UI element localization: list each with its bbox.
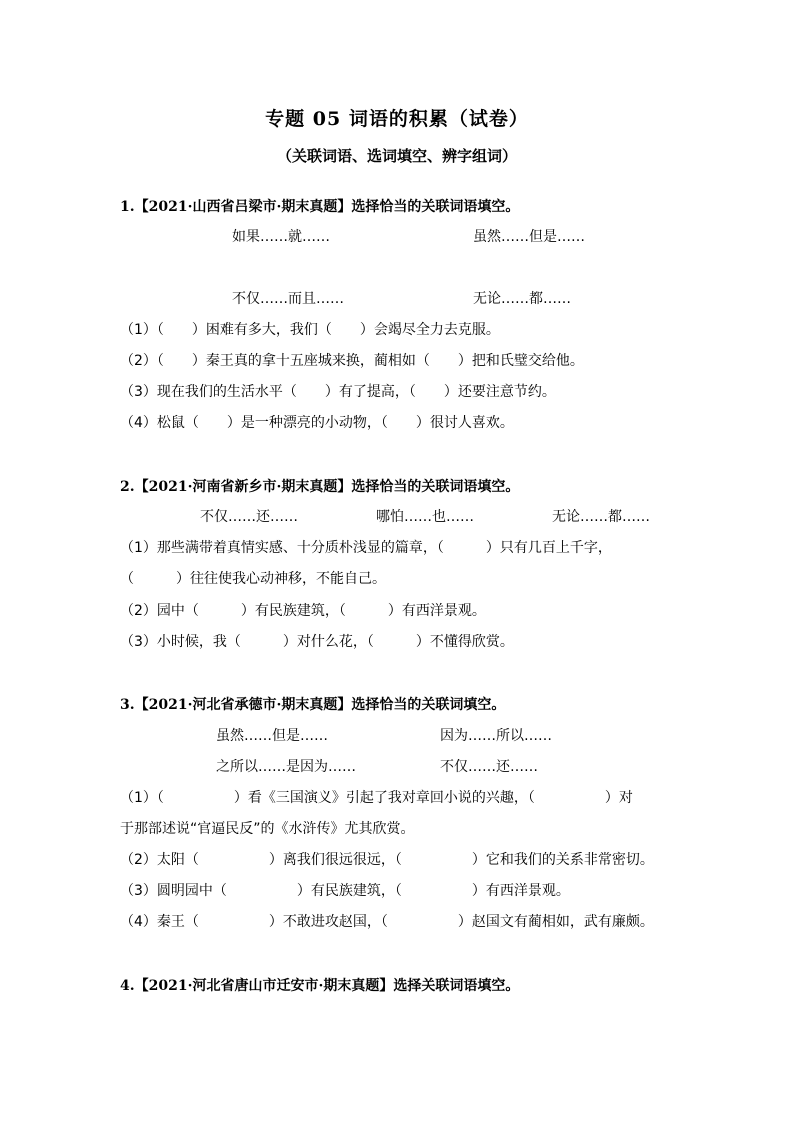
q3-item: 于那部述说“官逼民反”的《水浒传》尤其欣赏。	[120, 821, 415, 837]
q3-option: 虽然……但是……	[216, 728, 328, 744]
question-4-heading: 4.【2021·河北省唐山市迁安市·期末真题】选择关联词语填空。	[120, 978, 520, 994]
q2-option: 无论……都……	[552, 509, 650, 525]
q1-item: （3）现在我们的生活水平（ ）有了提高，（ ）还要注意节约。	[120, 384, 556, 400]
q1-option: 虽然……但是……	[473, 229, 585, 245]
q1-item: （1）（ ）困难有多大，我们（ ）会竭尽全力去克服。	[120, 322, 500, 338]
q2-item: （2）园中（ ）有民族建筑，（ ）有西洋景观。	[120, 603, 486, 619]
q1-item: （2）（ ）秦王真的拿十五座城来换，蔺相如（ ）把和氏璧交给他。	[120, 353, 584, 369]
q3-item: （2）太阳（ ）离我们很远很远，（ ）它和我们的关系非常密切。	[120, 852, 654, 868]
q2-option: 哪怕……也……	[376, 509, 474, 525]
question-2-heading: 2.【2021·河南省新乡市·期末真题】选择恰当的关联词语填空。	[120, 479, 520, 495]
q2-item: （1）那些满带着真情实感、十分质朴浅显的篇章，（ ）只有几百上千字，	[120, 540, 612, 556]
q2-option: 不仅……还……	[200, 509, 298, 525]
q3-item: （4）秦王（ ）不敢进攻赵国，（ ）赵国文有蔺相如，武有廉颇。	[120, 914, 654, 930]
q1-option: 如果……就……	[232, 229, 330, 245]
q3-option: 因为……所以……	[440, 728, 552, 744]
question-1-heading: 1.【2021·山西省吕梁市·期末真题】选择恰当的关联词语填空。	[120, 199, 520, 215]
q2-item: （ ）往往使我心动神移，不能自己。	[120, 571, 386, 587]
q3-option: 之所以……是因为……	[216, 759, 356, 775]
q1-item: （4）松鼠（ ）是一种漂亮的小动物，（ ）很讨人喜欢。	[120, 415, 514, 431]
q2-item: （3）小时候，我（ ）对什么花，（ ）不懂得欣赏。	[120, 634, 514, 650]
q1-option: 无论……都……	[473, 291, 571, 307]
q3-item: （1）（ ）看《三国演义》引起了我对章回小说的兴趣，（ ）对	[120, 790, 633, 806]
q3-option: 不仅……还……	[440, 759, 538, 775]
q1-option: 不仅……而且……	[232, 291, 344, 307]
page-title: 专题 05 词语的积累（试卷）	[265, 108, 529, 130]
page-subtitle: （关联词语、选词填空、辨字组词）	[276, 147, 517, 165]
q3-item: （3）圆明园中（ ）有民族建筑，（ ）有西洋景观。	[120, 883, 570, 899]
question-3-heading: 3.【2021·河北省承德市·期末真题】选择恰当的关联词填空。	[120, 697, 506, 713]
